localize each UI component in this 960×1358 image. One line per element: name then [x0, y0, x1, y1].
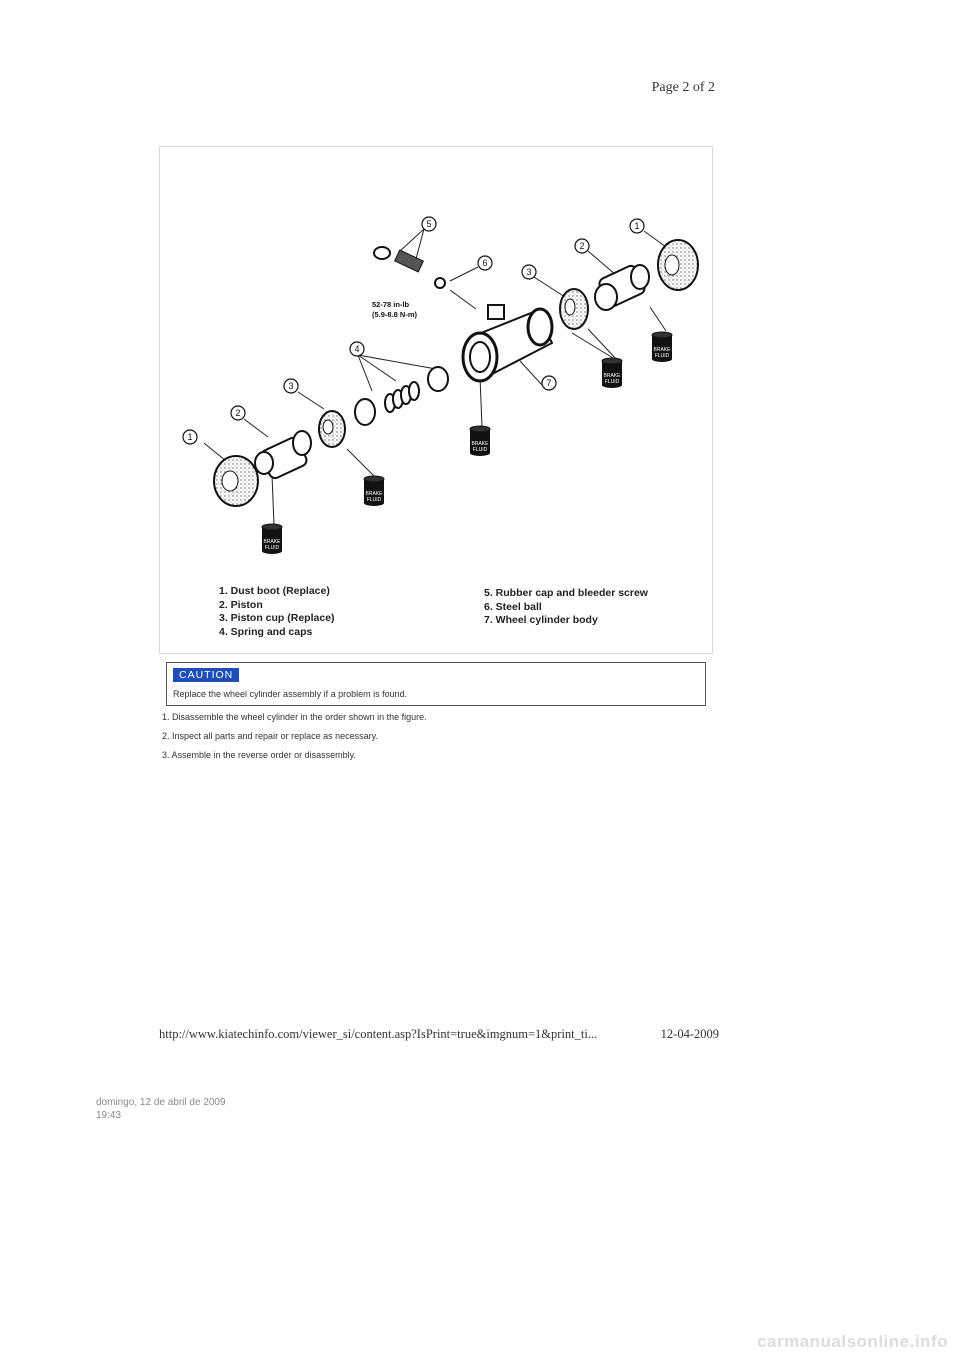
source-url: http://www.kiatechinfo.com/viewer_si/content.asp?IsPrint=true&imgnum=1&print_ti...	[159, 1027, 598, 1041]
callout-6: 6	[482, 258, 488, 268]
print-footer	[159, 1027, 719, 1042]
brake-fluid-can	[364, 476, 384, 506]
step-item: 2. Inspect all parts and repair or replace as necessary.	[162, 731, 378, 741]
spring-and-caps	[355, 367, 448, 425]
callout-4: 4	[354, 344, 360, 354]
step-item: 3. Assemble in the reverse order or disassembly.	[162, 750, 356, 760]
brake-fluid-can	[262, 524, 282, 554]
piston-cup-right	[560, 289, 588, 329]
caution-box	[166, 662, 706, 706]
timestamp-time: 19:43	[96, 1110, 122, 1121]
svg-text:BRAKE: BRAKE	[653, 347, 671, 353]
brake-fluid-can	[602, 358, 622, 388]
svg-text:BRAKE: BRAKE	[263, 539, 281, 545]
callout-1-right: 1	[634, 221, 640, 231]
legend-item: 5. Rubber cap and bleeder screw	[484, 587, 648, 599]
svg-text:FLUID: FLUID	[654, 353, 670, 359]
watermark: carmanualsonline.info	[757, 1332, 948, 1351]
exploded-view-figure	[159, 146, 713, 654]
legend-item: 3. Piston cup (Replace)	[219, 612, 335, 624]
callout-3-right: 3	[526, 267, 532, 277]
svg-text:BRAKE: BRAKE	[471, 441, 489, 447]
callout-7: 7	[546, 378, 552, 388]
legend-item: 6. Steel ball	[484, 600, 542, 613]
brake-fluid-can	[652, 332, 672, 362]
callout-2-left: 2	[235, 408, 241, 418]
procedure-steps	[162, 712, 427, 769]
caution-text: Replace the wheel cylinder assembly if a problem is found.	[173, 689, 408, 699]
print-date: 12-04-2009	[660, 1027, 719, 1041]
callout-1-left: 1	[187, 432, 193, 442]
legend-left	[219, 585, 335, 639]
piston-cup-left	[319, 411, 345, 447]
callout-5: 5	[426, 219, 432, 229]
svg-text:FLUID: FLUID	[472, 447, 488, 453]
timestamp-date: domingo, 12 de abril de 2009	[96, 1097, 226, 1108]
caution-badge: CAUTION	[173, 668, 239, 682]
svg-text:FLUID: FLUID	[366, 497, 382, 503]
brake-fluid-can	[470, 426, 490, 456]
torque-spec: 52-78 in-lb	[372, 300, 410, 309]
torque-spec-metric: (5.9-8.8 N-m)	[372, 310, 418, 319]
legend-right	[484, 587, 648, 628]
legend-item: 7. Wheel cylinder body	[484, 614, 598, 626]
wheel-cylinder-diagram	[160, 147, 712, 653]
svg-text:FLUID: FLUID	[264, 545, 280, 551]
svg-text:BRAKE: BRAKE	[365, 491, 383, 497]
bleeder-screw	[374, 247, 445, 288]
timestamp	[96, 1096, 226, 1122]
wheel-cylinder-body	[463, 305, 552, 381]
svg-text:BRAKE: BRAKE	[603, 373, 621, 379]
piston-left	[255, 431, 311, 480]
step-item: 1. Disassemble the wheel cylinder in the order shown in the figure.	[162, 712, 427, 722]
page-number: Page 2 of 2	[651, 80, 715, 95]
callout-2-right: 2	[579, 241, 585, 251]
dust-boot-left	[214, 456, 258, 506]
piston-right	[595, 264, 649, 310]
legend-item: 1. Dust boot (Replace)	[219, 585, 330, 597]
legend-item: 4. Spring and caps	[219, 625, 313, 638]
callout-3-left: 3	[288, 381, 294, 391]
dust-boot-right	[658, 240, 698, 290]
legend-item: 2. Piston	[219, 598, 263, 611]
svg-text:FLUID: FLUID	[604, 379, 620, 385]
